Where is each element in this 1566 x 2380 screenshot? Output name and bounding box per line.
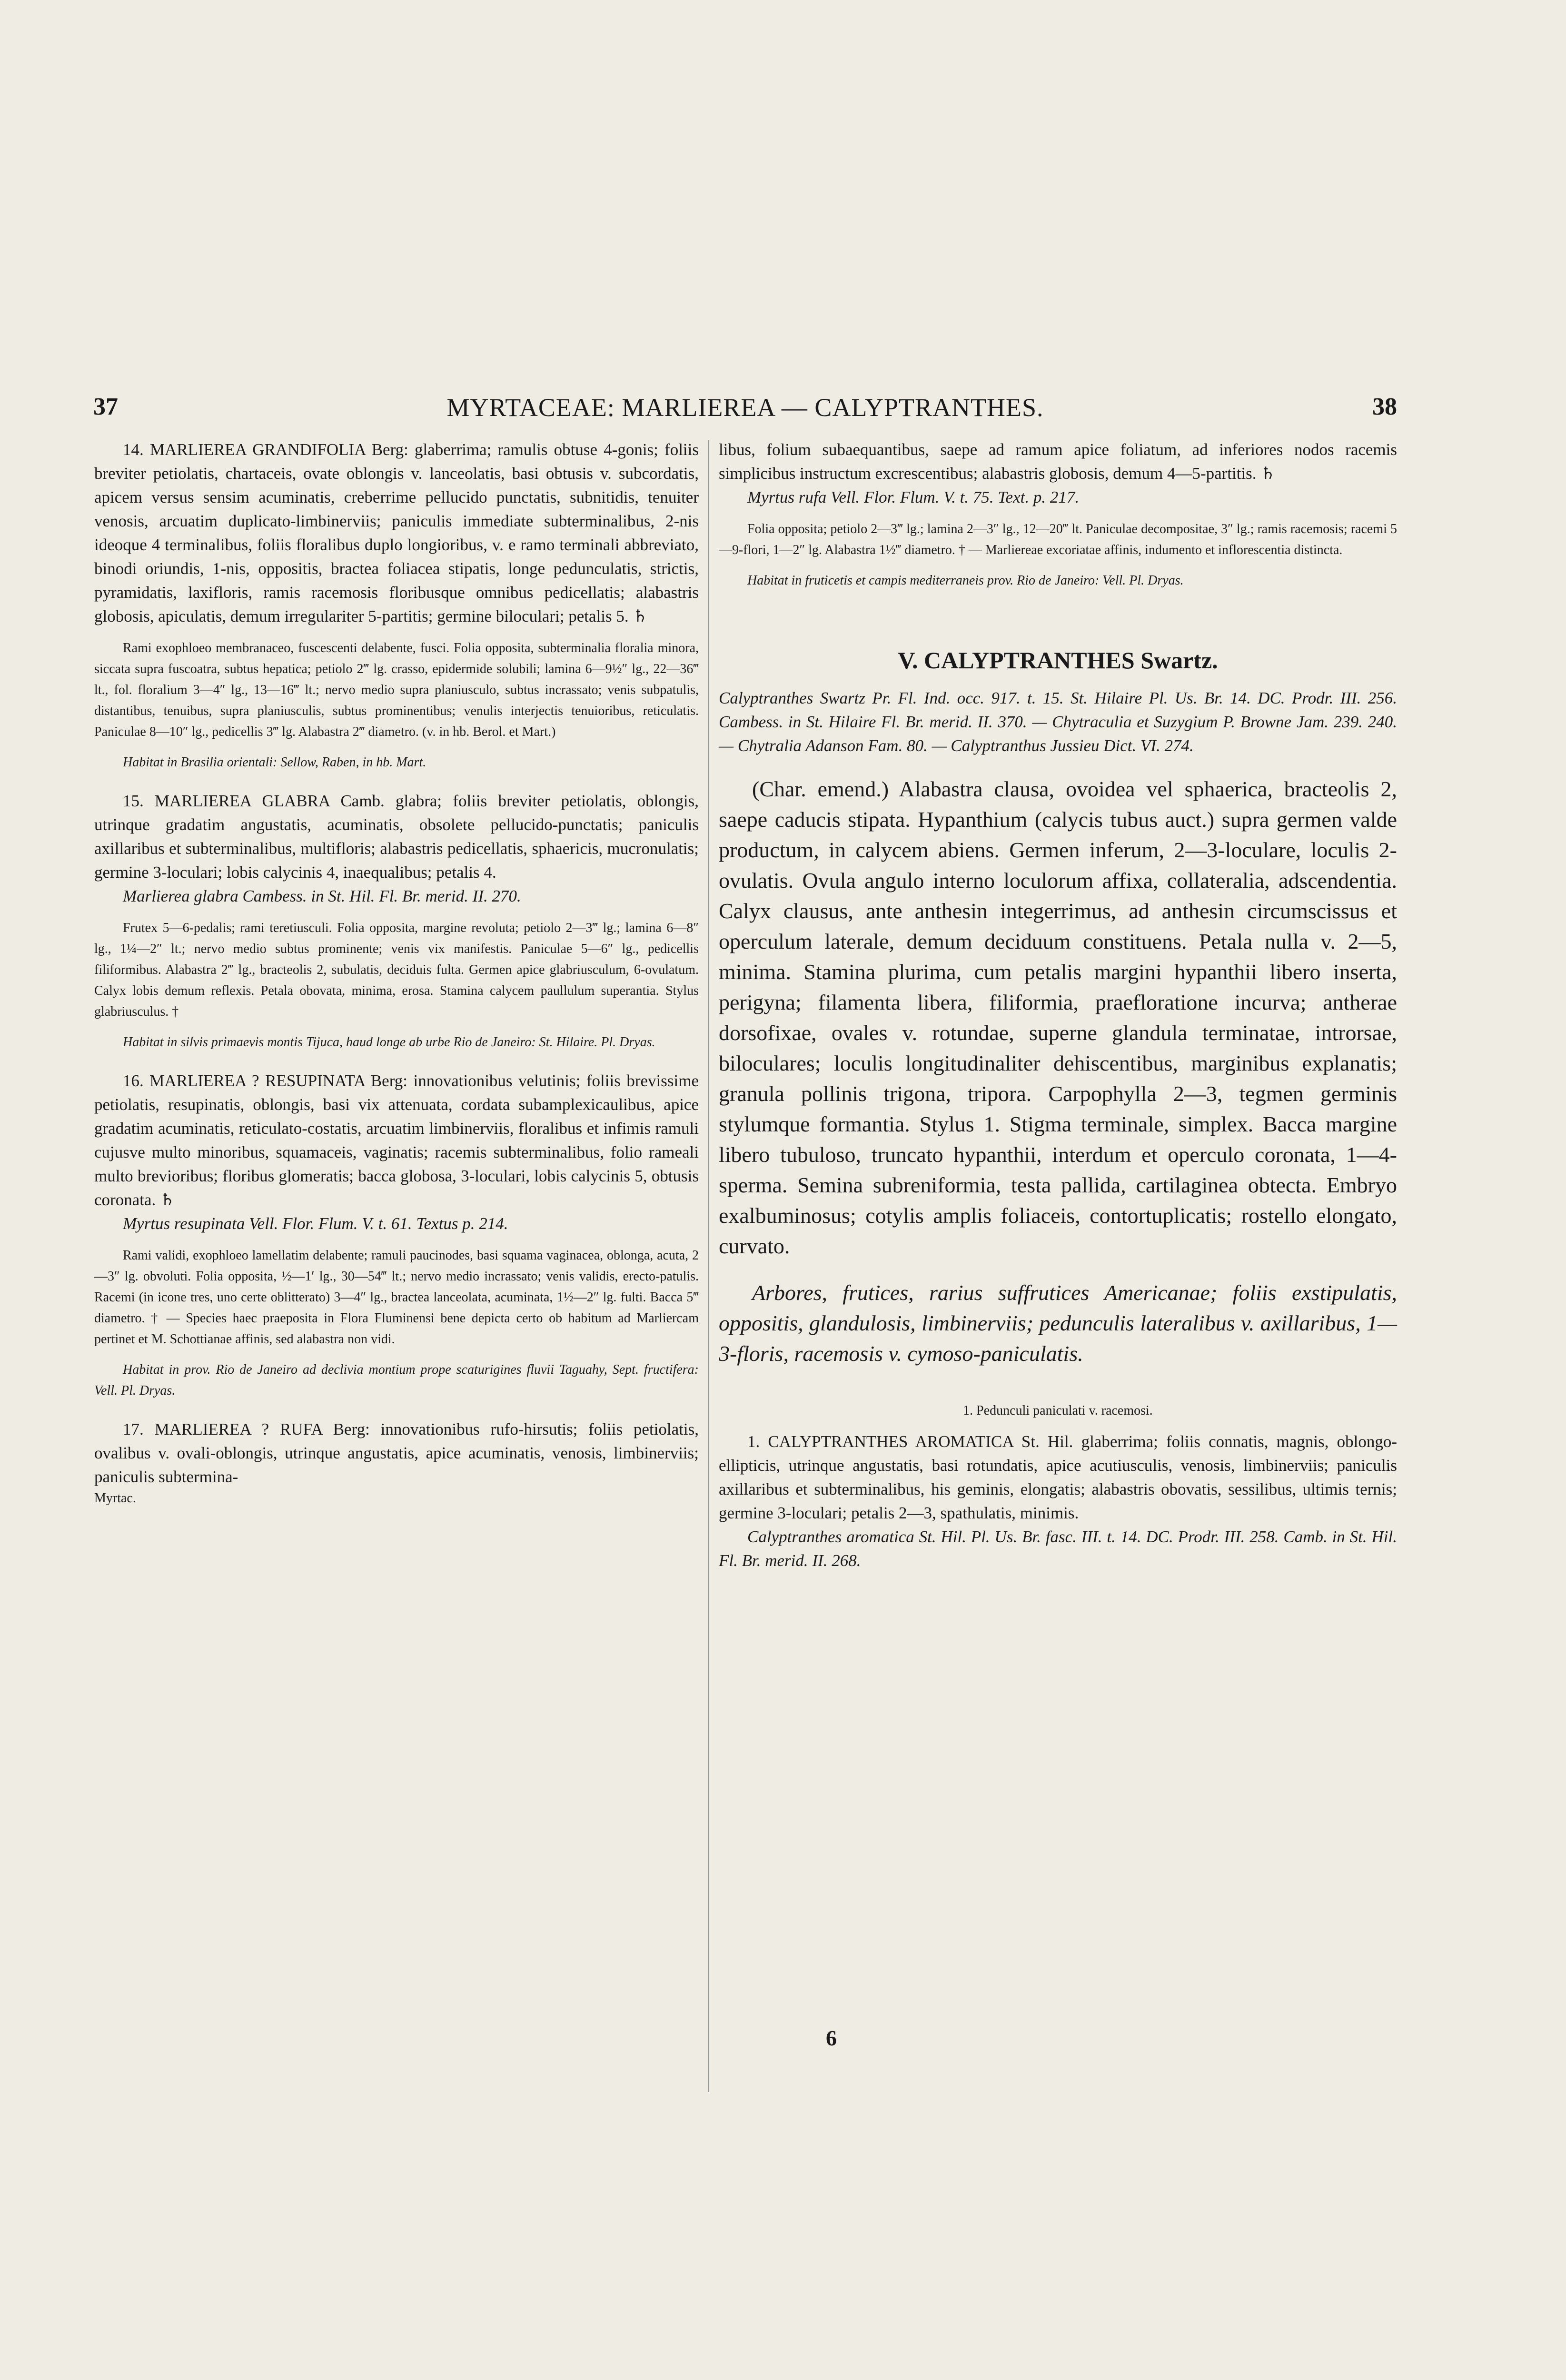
species-16-details: Rami validi, exophloeo lamellatim delabente; ramuli paucinodes, basi squama vaginacea, oblonga, acuta, 2—3″ lg. obvoluti. Folia opposita, ½—1′ lg., 30—54‴ lt.; nervo medio incrassato; venis validis, erecto-patulis. Racemi (in icone tres, uno certe oblitterato) 3—4″ lg., bractea lanceolata, acuminata, 1½—2″ lg. fulti. Bacca 5‴ diametro. † — Species haec praeposita in Flora Fluminensi bene depicta certo ob habitum ad Marliercam pertinet et M. Schottianae affinis, sed alabastra non vidi. [94, 1248, 699, 1347]
species-15-habitat: Habitat in silvis primaevis montis Tijuca, haud longe ab urbe Rio de Janeiro: St. Hilaire. Pl. Dryas. [123, 1035, 655, 1050]
species-14-details: Rami exophloeo membranaceo, fuscescenti delabente, fusci. Folia opposita, subterminalia floralia minora, siccata supra fuscoatra, subtus hepatica; petiolo 2‴ lg. crasso, epidermide solubili; lamina 6—9½″ lg., 22—36‴ lt., fol. floralium 3—4″ lg., 13—16‴ lt.; nervo medio supra planiusculo, subtus incrassato; venis subpatulis, distantibus, tenuibus, supra planiusculis, subtus prominentibus; venulis interjectis tenuioribus, reticulatis. Paniculae 8—10″ lg., pedicellis 3‴ lg. Alabastra 2‴ diametro. (v. in hb. Berol. et Mart.) [94, 641, 699, 739]
species-16-description: 16. MARLIEREA ? RESUPINATA Berg: innovationibus velutinis; foliis brevissime petiolatis, resupinatis, oblongis, basi vix attenuata, cordata subamplexicaulibus, apice gradatim acuminatis, reticulato-costatis, arcuatim limbinerviis, floralibus et infimis ramuli cujusve multo minoribus, squamaceis, vaginatis; racemis subterminalibus, folio rameali multo brevioribus; floribus glomeratis; bacca globosa, 3-loculari, lobis calycinis 5, obtusis coronata. ♄ [94, 1071, 699, 1209]
genus-character: (Char. emend.) Alabastra clausa, ovoidea vel sphaerica, bracteolis 2, saepe caducis stipata. Hypanthium (calycis tubus auct.) supra germen valde productum, in calycem abiens. Germen inferum, 2—3-loculare, loculis 2-ovulatis. Ovula angulo interno loculorum affixa, collateralia, adscendentia. Calyx clausus, ante anthesin integerrimus, ad anthesin circumscissus et operculum laterale, demum deciduum constituens. Petala nulla v. 2—5, minima. Stamina plurima, cum petalis margini hypanthii libero inserta, perigyna; filamenta libera, filiformia, praefloratione incurva; antherae dorsofixae, ovales v. rotundae, superne glandula terminatae, introrsae, biloculares; loculis longitudinaliter dehiscentibus, marginibus explanatis; granula pollinis trigona, tripora. Carpophylla 2—3, tegmen germinis stylumque formantia. Stylus 1. Stigma terminale, simplex. Bacca margine libero tubuloso, truncato hypanthii, interdum et operculo coronata, 1—4-sperma. Semina subreniformia, testa pallida, cartilaginea obtecta. Embryo exalbuminosus; cotylis amplis foliaceis, contortuplicatis; rostello elongato, curvato. [719, 777, 1397, 1258]
calyptranthes-1-citation: Calyptranthes aromatica St. Hil. Pl. Us. Br. fasc. III. t. 14. DC. Prodr. III. 258. Camb. in St. Hil. Fl. Br. merid. II. 268. [719, 1527, 1397, 1570]
species-17-habitat: Habitat in fruticetis et campis mediterraneis prov. Rio de Janeiro: Vell. Pl. Dryas. [747, 573, 1184, 588]
species-16-habitat: Habitat in prov. Rio de Janeiro ad declivia montium prope scaturigines fluvii Taguahy, Sept. fructifera: Vell. Pl. Dryas. [94, 1362, 699, 1398]
page-number-left: 37 [93, 393, 118, 420]
genus-heading: V. CALYPTRANTHES Swartz. [898, 647, 1218, 674]
species-17-continuation: libus, folium subaequantibus, saepe ad ramum apice foliatum, ad inferiores nodos racemis simplicibus instructum excrescentibus; alabastris globosis, demum 4—5-partitis. ♄ [719, 440, 1397, 483]
species-15-details: Frutex 5—6-pedalis; rami teretiusculi. Folia opposita, margine revoluta; petiolo 2—3‴ lg.; lamina 6—8″ lg., 1¼—2″ lt.; nervo medio subtus prominente; venis vix manifestis. Paniculae 5—6″ lg., pedicellis filiformibus. Alabastra 2‴ lg., bracteolis 2, subulatis, deciduis fulta. Germen apice glabriusculum, 6-ovulatum. Calyx lobis demum reflexis. Petala obovata, minima, erosa. Stamina calycem paullulum superantia. Stylus glabriusculus. † [94, 921, 699, 1019]
species-14-description: 14. MARLIEREA GRANDIFOLIA Berg: glaberrima; ramulis obtuse 4-gonis; foliis breviter petiolatis, chartaceis, ovate oblongis v. lanceolatis, basi obtusis v. subcordatis, apicem versus sensim acuminatis, creberrime pellucido punctatis, subnitidis, tenuiter venosis, arcuatim duplicato-limbinerviis; paniculis immediate subterminalibus, 2-nis ideoque 4 terminalibus, foliis floralibus duplo longioribus, v. e ramo terminali abbreviato, binodi oriundis, 1-nis, oppositis, bractea foliacea stipatis, longe pedunculatis, strictis, pyramidatis, laxifloris, ramis racemosis floribusque omnibus pedicellatis; alabastris globosis, apiculatis, demum irregulariter 5-partitis; germine biloculari; petalis 5. ♄ [94, 440, 699, 625]
right-column [719, 438, 1397, 1573]
calyptranthes-1-description: 1. CALYPTRANTHES AROMATICA St. Hil. glaberrima; foliis connatis, magnis, oblongo-ellipticis, utrinque angustatis, basi rotundatis, apice acutiusculis, venosis, limbinerviis; paniculis axillaribus et subterminalibus, his geminis, elongatis; alabastris obovatis, sessilibus, ultimis ternis; germine 3-loculari; petalis 2—3, spathulatis, minimis. [719, 1432, 1397, 1522]
signature-mark: Myrtac. [94, 1491, 136, 1506]
species-16-citation: Myrtus resupinata Vell. Flor. Flum. V. t. 61. Textus p. 214. [123, 1214, 508, 1233]
species-17-description: 17. MARLIEREA ? RUFA Berg: innovationibus rufo-hirsutis; foliis petiolatis, ovalibus v. ovali-oblongis, utrinque angustatis, apice acuminatis, venosis, limbinerviis; paniculis subtermina- [94, 1420, 699, 1486]
running-title: MYRTACEAE: MARLIEREA — CALYPTRANTHES. [446, 393, 1044, 422]
left-column [94, 438, 699, 1508]
subsection-heading: 1. Pedunculi paniculati v. racemosi. [963, 1403, 1153, 1418]
genus-synonymy: Calyptranthes Swartz Pr. Fl. Ind. occ. 917. t. 15. St. Hilaire Pl. Us. Br. 14. DC. Prodr. III. 256. Cambess. in St. Hilaire Fl. Br. merid. II. 370. — Chytraculia et Suzygium P. Browne Jam. 239. 240. — Chytralia Adanson Fam. 80. — Calyptranthus Jussieu Dict. VI. 274. [719, 689, 1397, 755]
species-15-citation: Marlierea glabra Cambess. in St. Hil. Fl. Br. merid. II. 270. [123, 887, 521, 905]
species-17-citation: Myrtus rufa Vell. Flor. Flum. V. t. 75. Text. p. 217. [747, 488, 1080, 506]
species-17-details: Folia opposita; petiolo 2—3‴ lg.; lamina 2—3″ lg., 12—20‴ lt. Paniculae decompositae, 3″ lg.; ramis racemosis; racemi 5—9-flori, 1—2″ lg. Alabastra 1½‴ diametro. † — Marliereae excoriatae affinis, indumento et inflorescentia distincta. [719, 522, 1397, 557]
genus-habit: Arbores, frutices, rarius suffrutices Americanae; foliis exstipulatis, oppositis, glandulosis, limbinerviis; pedunculis lateralibus v. axillaribus, 1—3-floris, racemosis v. cymoso-paniculatis. [719, 1280, 1397, 1366]
running-head [93, 393, 1397, 431]
column-divider [708, 440, 709, 2092]
species-15-description: 15. MARLIEREA GLABRA Camb. glabra; foliis breviter petiolatis, oblongis, utrinque gradatim angustatis, acuminatis, obsolete pellucido-punctatis; paniculis axillaribus et subterminalibus, multifloris; alabastris pedicellatis, sphaericis, mucronulatis; germine 3-loculari; lobis calycinis 4, inaequalibus; petalis 4. [94, 792, 699, 882]
catchword: 6 [826, 2026, 837, 2050]
page-number-right: 38 [1372, 393, 1397, 420]
species-14-habitat: Habitat in Brasilia orientali: Sellow, Raben, in hb. Mart. [123, 755, 426, 770]
